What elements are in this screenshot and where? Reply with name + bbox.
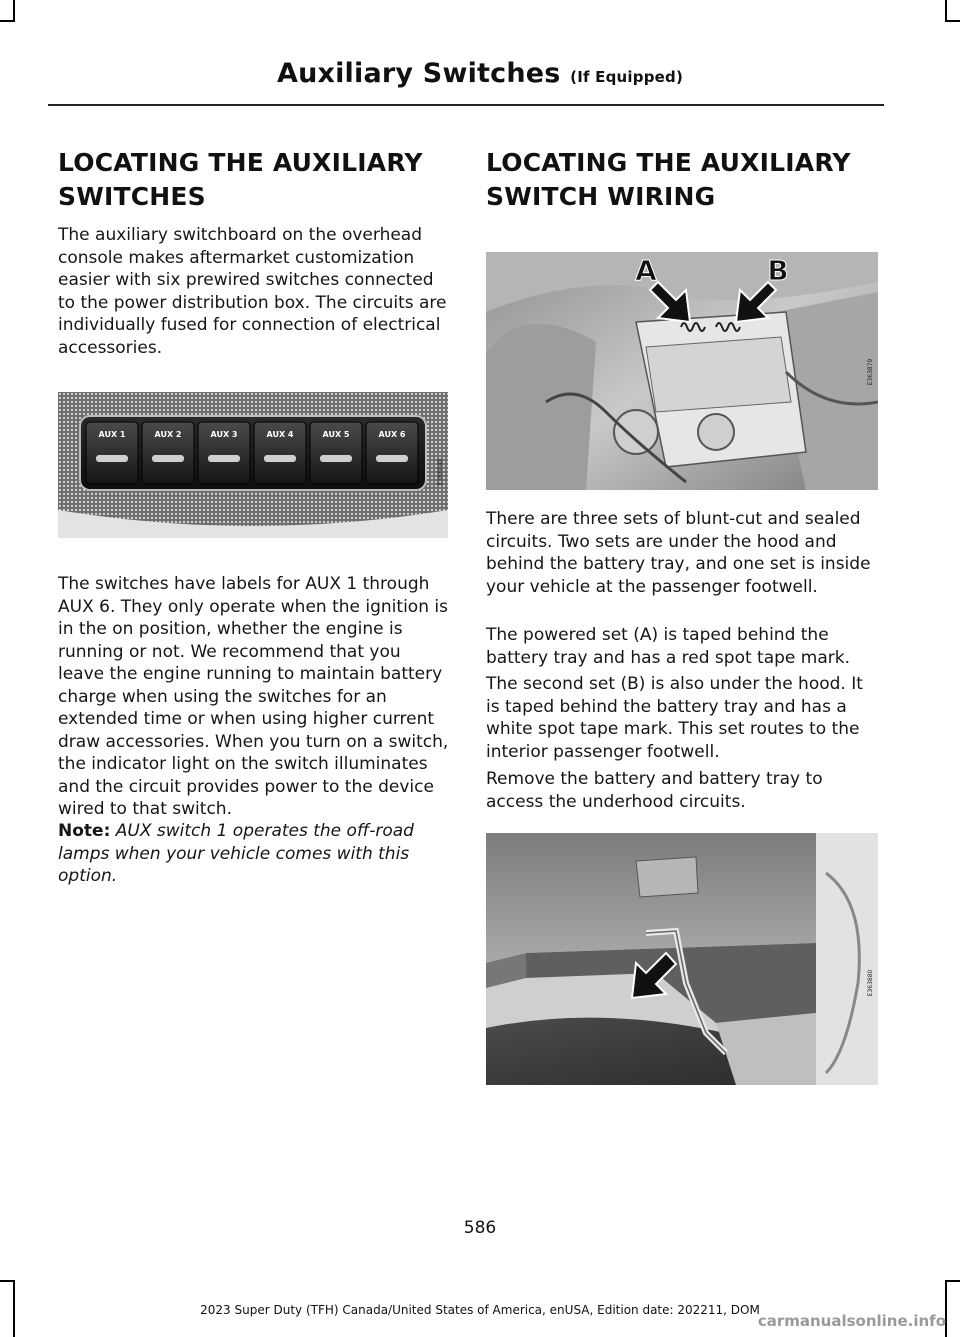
- figure-code: E363879: [867, 358, 874, 386]
- footwell-figure: [486, 833, 878, 1085]
- crop-mark: [0, 20, 15, 22]
- aux-5-label: AUX 5: [322, 430, 350, 439]
- aux-3-label: AUX 3: [210, 430, 238, 439]
- figure-code: E366040: [437, 458, 444, 486]
- engine-bay-illustration: [486, 252, 878, 490]
- crop-mark: [945, 1280, 960, 1282]
- heading-line: LOCATING THE AUXILIARY: [486, 148, 851, 177]
- page-number: 586: [463, 1218, 497, 1238]
- heading-line: LOCATING THE AUXILIARY: [58, 148, 423, 177]
- crop-mark: [0, 1280, 15, 1282]
- remove-battery-paragraph: Remove the battery and battery tray to access the underhood circuits.: [486, 769, 823, 812]
- note-label: Note:: [58, 821, 111, 841]
- aux-6-label: AUX 6: [378, 430, 406, 439]
- switchboard-illustration: [58, 392, 448, 538]
- callout-a-label: A: [635, 254, 657, 287]
- watermark: carmanualsonline.info: [757, 1312, 946, 1330]
- heading-line: SWITCHES: [58, 182, 206, 211]
- switches-paragraph: The switches have labels for AUX 1 through AUX 6. They only operate when the ignition is in the on position, whether the engine is running or not. We recommend that you leave the engine running to maintain battery charge when using the switches for an extended time or when using higher current draw accessories. When you turn on a switch, the indicator light on the switch illuminates and the circuit provides power to the device wired to that switch.: [58, 574, 449, 819]
- section-heading-switches: [58, 146, 423, 214]
- crop-mark: [945, 20, 960, 22]
- note-paragraph: [58, 820, 450, 888]
- switchboard-figure: [58, 392, 448, 538]
- powered-set-paragraph: The powered set (A) is taped behind the battery tray and has a red spot tape mark.: [486, 625, 850, 668]
- header-title: Auxiliary Switches: [276, 58, 561, 89]
- aux-1-label: AUX 1: [98, 430, 126, 439]
- figure-code: E363880: [867, 969, 874, 997]
- callout-b-label: B: [767, 254, 789, 287]
- crop-mark: [945, 0, 947, 22]
- crop-mark: [13, 0, 15, 22]
- footer-edition: 2023 Super Duty (TFH) Canada/United States of America, enUSA, Edition date: 202211, DOM: [200, 1303, 760, 1317]
- heading-line: SWITCH WIRING: [486, 182, 716, 211]
- intro-paragraph: The auxiliary switchboard on the overhead console makes aftermarket customization easier with six prewired switches connected to the power distribution box. The circuits are individually fused for connection of electrical accessories.: [58, 225, 447, 358]
- aux-2-label: AUX 2: [154, 430, 182, 439]
- header-subtitle: (If Equipped): [570, 68, 684, 86]
- engine-bay-figure: [486, 252, 878, 490]
- second-set-paragraph: The second set (B) is also under the hood. It is taped behind the battery tray and has a white spot tape mark. This set routes to the interior passenger footwell.: [486, 674, 863, 762]
- wiring-sets-paragraph: There are three sets of blunt-cut and sealed circuits. Two sets are under the hood and behind the battery tray, and one set is inside your vehicle at the passenger footwell.: [486, 509, 871, 597]
- footwell-illustration: [486, 833, 878, 1085]
- aux-4-label: AUX 4: [266, 430, 294, 439]
- section-heading-wiring: [486, 146, 851, 214]
- header-divider: [48, 104, 884, 106]
- note-text: AUX switch 1 operates the off-road lamps when your vehicle comes with this option.: [58, 821, 414, 886]
- page-header: [0, 58, 960, 89]
